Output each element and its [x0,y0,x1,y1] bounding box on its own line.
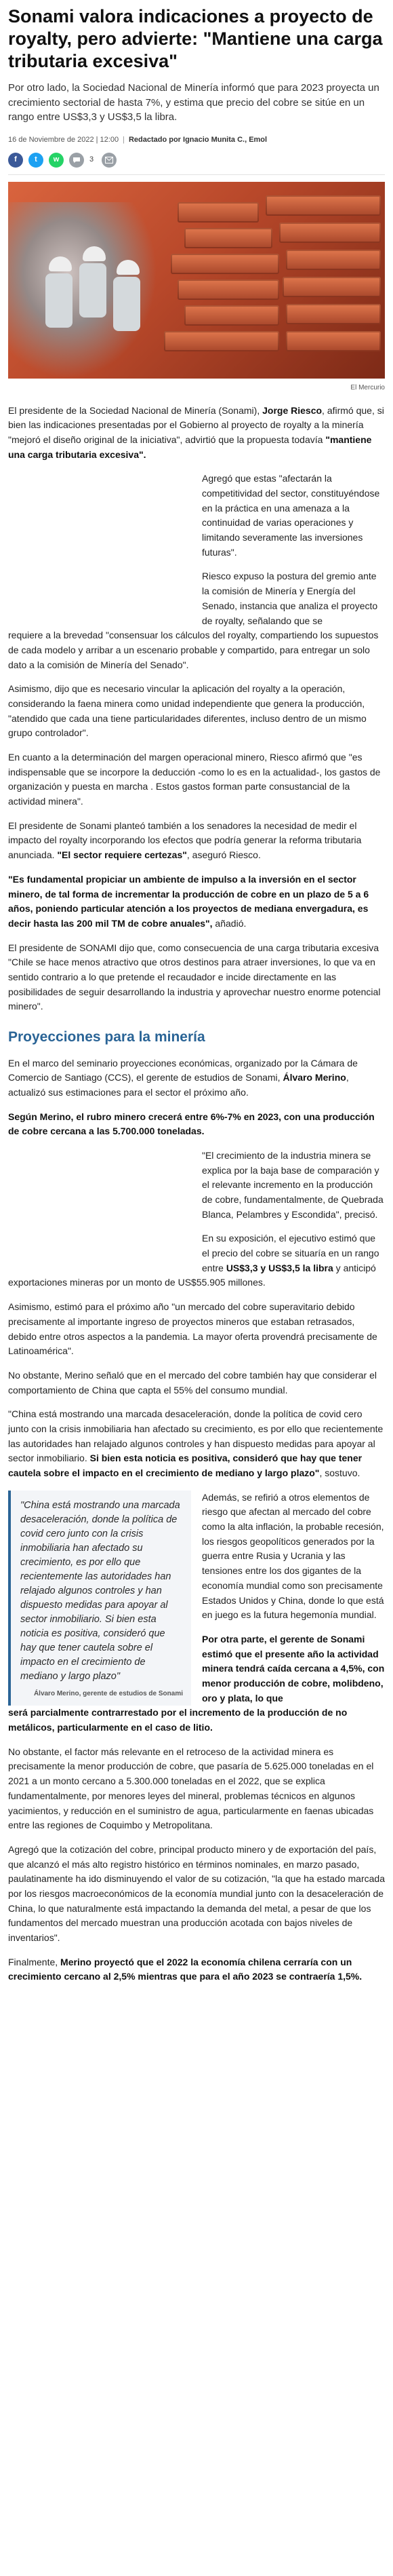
image-caption: El Mercurio [350,383,385,391]
paragraph: Según Merino, el rubro minero crecerá entre 6%-7% en 2023, con una producción de cobre cercana a las 5.700.000 toneladas. [8,1111,375,1137]
meta-separator: | [123,136,125,145]
twitter-share-icon[interactable]: t [28,153,43,168]
paragraph: será parcialmente contrarrestado por el incremento de la producción de no metálicos, particularmente en el caso de litio. [8,1707,348,1733]
quote-row [8,1491,385,1706]
paragraph: Por otra parte, el gerente de Sonami estimó que el presente año la actividad minera tendrá caída cercana a 4,5%, con menor producción de cobre, molibdeno, oro y plata, lo que [202,1633,385,1704]
pull-quote [8,1491,191,1706]
paragraph: Asimismo, estimó para el próximo año "un mercado del cobre superavitario debido precisamente al importante ingreso de proyectos mineros que estaban retrasados, debido entre otros aspectos a la pandemia. La mayor oferta provendrá precisamente de Latinoamérica". [8,1301,377,1357]
comment-count[interactable]: 3 [89,155,94,164]
paragraph: El presidente de Sonami planteó también a los senadores la necesidad de medir el impacto del royalty incorporando los efectos que podría generar la reforma tributaria anunciada. "El sector requiere certezas", aseguró Riesco. [8,820,362,861]
right-column-block [202,472,385,628]
article-author: Redactado por Ignacio Munita C., Emol [128,136,268,145]
paragraph: requiere a la brevedad "consensuar los cálculos del royalty, compartiendo los supuestos de cada modelo y arribar a un escenario probable y compartido, para entregar un solo dato a la comisión de Minería del Senado". [8,630,379,670]
right-column-block [202,1149,385,1276]
paragraph: En cuanto a la determinación del margen operacional minero, Riesco afirmó que "es indispensable que se incorpore la deducción -como lo es en la actualidad-, los gastos de organización y puesta en marcha . Estos gastos forman parte consustancial de la actividad minera". [8,752,381,807]
article-lead: Por otro lado, la Sociedad Nacional de Minería informó que para 2023 proyecta un crecimiento sectorial de hasta 7%, y estima que precio del cobre se sitúe en un rango entre US$3,3 y US$3,5 la libra. [8,81,379,123]
paragraph: El presidente de SONAMI dijo que, como consecuencia de una carga tributaria excesiva "Chile se hace menos atractivo que otros destinos para atraer inversiones, lo que va en sentido contrario a lo que pretende el recaudador e incide directamente en las posibilidades de seguir desarrollando la industria y aprovechar nuestro enorme potencial minero". [8,942,381,1012]
paragraph: En el marco del seminario proyecciones económicas, organizado por la Cámara de Comercio de Santiago (CCS), el gerente de estudios de Sonami, Álvaro Merino, actualizó sus estimaciones para el sector el próximo año. [8,1057,358,1098]
paragraph: Además, se refirió a otros elementos de riesgo que afectan al mercado del cobre como la alta inflación, la probable recesión, los riesgos geopolíticos generados por la guerra entre Rusia y Ucrania y las tensiones entre los dos gigantes de la economía mundial como son precisamente Estados Unidos y China, donde lo que está en juego es la futura hegemonía mundial. [202,1491,384,1621]
article-date: 16 de Noviembre de 2022 | 12:00 [8,136,119,145]
section-title: Proyecciones para la minería [8,1029,205,1045]
paragraph: No obstante, el factor más relevante en el retroceso de la actividad minera es precisamente la menor producción de cobre, que pasaría de 5.625.000 toneladas en el 2021 a un monto cercano a 5.300.000 toneladas en el 2022, que se explica fundamentalmente, por menores leyes del mineral, problemas técnicos en algunos yacimientos, y reducción en el suministro de agua, particularmente en faenas ubicadas entre las regiones de Coquimbo y Metropolitana. [8,1746,374,1831]
paragraph: Finalmente, Merino proyectó que el 2022 la economía chilena cerraría con un crecimiento cercano al 2,5% mientras que para el año 2023 se contraería 1,5%. [8,1956,363,1982]
comment-icon[interactable] [69,153,84,168]
share-bar [8,153,385,175]
paragraph: "Es fundamental propiciar un ambiente de impulso a la inversión en el sector minero, de tal forma de incrementar la producción de cobre en un plazo de 5 a 6 años, poniendo particular atención a los proyectos de mediana envergadura, es decir hasta las 200 mil TM de cobre anuales", añadió. [8,873,369,929]
paragraph: Asimismo, dijo que es necesario vincular la aplicación del royalty a la operación, considerando la faena minera como unidad independiente que genera la producción, "atendido que cada una tiene particularidades diferentes, incluso dentro de un mismo grupo controlador". [8,683,367,739]
article-meta [8,134,385,146]
mail-icon[interactable] [102,153,117,168]
paragraph: Agregó que la cotización del cobre, principal producto minero y de exportación del país, que alcanzó el más alto registro histórico en términos nominales, en marzo pasado, paulatinamente ha ido disminuyendo el valor de su cotización, "la que ha estado marcada por los riesgos macroeconómicos de la economía mundial junto con la desaceleración de China, lo que naturalmente está impactando la demanda del metal, a pesar de que los fundamentos del mercado muestran una producción acotada con bajos niveles de inventarios". [8,1843,385,1944]
paragraph: exportaciones mineras por un monto de US$55.905 millones. [8,1277,266,1288]
quote-text: "China está mostrando una marcada desaceleración, donde la política de covid cero junto con la crisis inmobiliaria han afectado su crecimiento, es por ello que recientemente las autoridades han relajado algunos controles y han dispuesto medidas para apoyar al sector inmobiliario. Si bien esta noticia es positiva, consideró que hay que tener cautela sobre el impacto en el crecimiento de mediano y largo plazo" [20,1499,180,1682]
article-hero-image [8,182,385,379]
quote-attribution: Álvaro Merino, gerente de estudios de Sonami [33,1689,183,1697]
paragraph: "El crecimiento de la industria minera se explica por la baja base de comparación y el relevante incremento en la producción de cobre, fundamentalmente, de Quebrada Blanca, Pelambres y Escondida", precisó. [202,1149,384,1220]
paragraph: En su exposición, el ejecutivo estimó que el precio del cobre se situaría en un rango entre US$3,3 y US$3,5 la libra y anticipó [202,1233,379,1273]
facebook-share-icon[interactable]: f [8,153,23,168]
paragraph: Riesco expuso la postura del gremio ante la comisión de Minería y Energía del Senado, instancia que analiza el proyecto de royalty, señalando que se [202,571,378,626]
paragraph: Agregó que estas "afectarán la competitividad del sector, constituyéndose en la práctica en una amenaza a la continuidad de varias operaciones y limitando severamente las inversiones futuras". [202,473,380,558]
paragraph: No obstante, Merino señaló que en el mercado del cobre también hay que considerar el comportamiento de China que capta el 55% del consumo mundial. [8,1369,377,1396]
article-headline: Sonami valora indicaciones a proyecto de royalty, pero advierte: "Mantiene una carga tributaria excesiva" [8,6,383,71]
quote-side-text [202,1491,385,1706]
paragraph: El presidente de la Sociedad Nacional de Minería (Sonami), Jorge Riesco, afirmó que, si bien las indicaciones presentadas por el Gobierno al proyecto de royalty a la minería "mejoró el diseño original de la iniciativa", advirtió que la propuesta todavía "mantiene una carga tributaria excesiva". [8,404,384,460]
paragraph: "China está mostrando una marcada desaceleración, donde la política de covid cero junto con la crisis inmobiliaria han afectado su crecimiento, es por ello que recientemente las autoridades han relajado algunos controles y han dispuesto medidas para apoyar al sector inmobiliario. Si bien esta noticia es positiva, consideró que hay que tener cautela sobre el impacto en el crecimiento de mediano y largo plazo", sostuvo. [8,1408,384,1478]
whatsapp-share-icon[interactable]: w [49,153,64,168]
